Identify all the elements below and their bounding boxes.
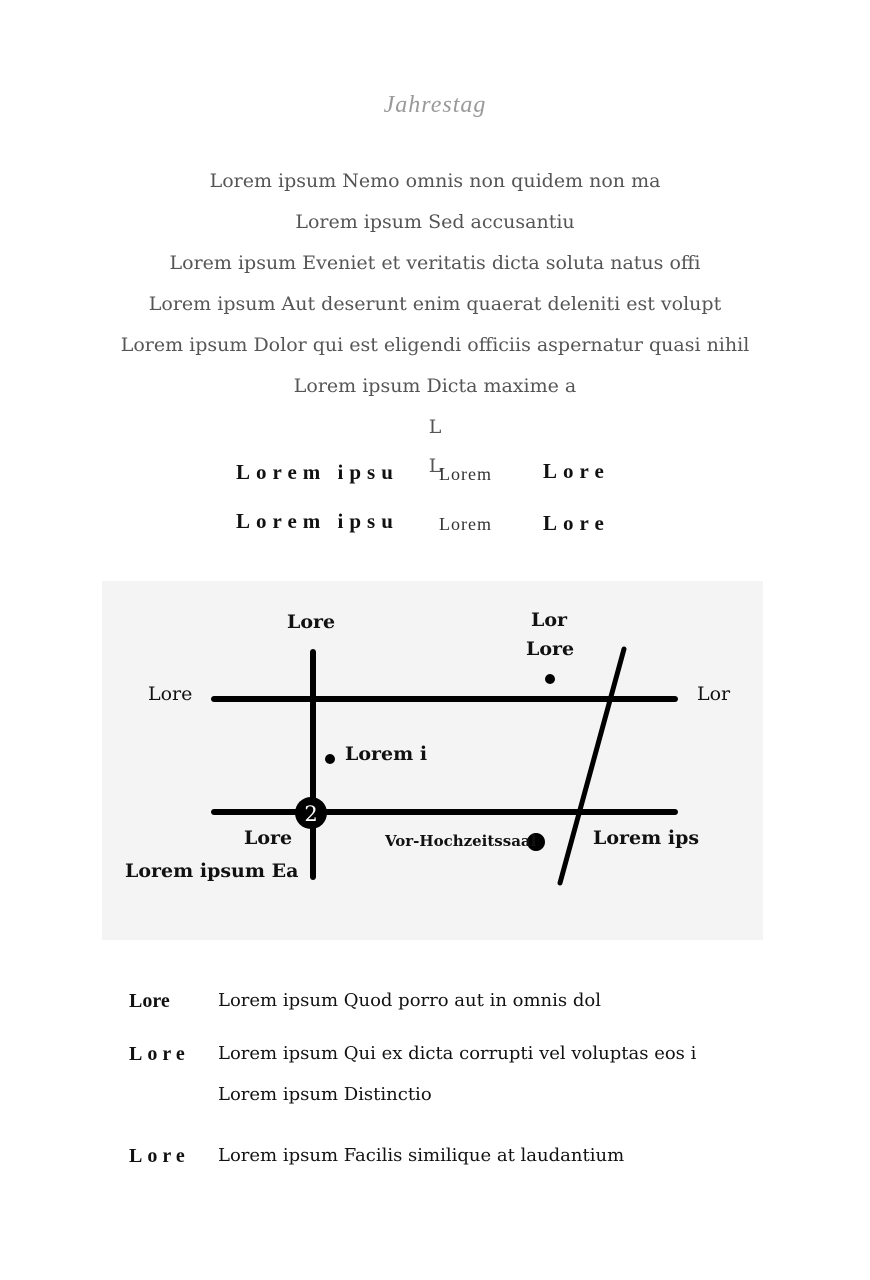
map-label-street-left: Lore xyxy=(148,683,193,705)
map-label-poi-top: Lor xyxy=(531,609,568,631)
poi-dot xyxy=(545,674,555,684)
map-label-venue: Vor-Hochzeitssaal xyxy=(385,832,537,850)
schedule-time: Lorem ipsu xyxy=(236,509,399,533)
intro-line: Lorem ipsum Sed accusantiu xyxy=(295,211,575,233)
schedule-label: Lorem xyxy=(439,464,492,484)
intro-line: L xyxy=(428,416,442,438)
map-label-poi-top: Lore xyxy=(526,638,575,660)
intro-line: Lorem ipsum Dicta maxime a xyxy=(293,375,577,397)
intro-line: Lorem ipsum Eveniet et veritatis dicta soluta natus offi xyxy=(169,252,701,274)
schedule-time: Lorem ipsu xyxy=(236,460,399,484)
location-map xyxy=(102,581,763,940)
info-label: Lore xyxy=(129,1043,190,1065)
map-label-poi-middle: Lorem i xyxy=(345,743,428,765)
map-label-street-top: Lore xyxy=(287,611,336,633)
info-text: Lorem ipsum Qui ex dicta corrupti vel voluptas eos i xyxy=(218,1043,697,1064)
info-text: Lorem ipsum Distinctio xyxy=(218,1084,432,1105)
schedule-event: Lore xyxy=(543,511,610,535)
intro-line: Lorem ipsum Aut deserunt enim quaerat deleniti est volupt xyxy=(148,293,722,315)
page-title: Jahrestag xyxy=(383,92,487,118)
schedule-event: Lore xyxy=(543,459,610,483)
map-label-street-right: Lor xyxy=(697,683,731,705)
info-label: Lore xyxy=(129,1145,190,1167)
intro-line: Lorem ipsum Nemo omnis non quidem non ma xyxy=(209,170,661,192)
map-label-bottom-right: Lorem ips xyxy=(593,827,700,849)
marker-number: 2 xyxy=(304,802,318,826)
info-label: Lore xyxy=(129,990,170,1012)
info-text: Lorem ipsum Quod porro aut in omnis dol xyxy=(218,990,601,1011)
map-label-bottom-left: Lorem ipsum Ea xyxy=(125,860,299,882)
map-label-near-marker: Lore xyxy=(244,827,293,849)
poi-dot xyxy=(325,754,335,764)
map-drawing xyxy=(102,581,763,940)
intro-line: Lorem ipsum Dolor qui est eligendi officiis aspernatur quasi nihil xyxy=(120,334,750,356)
schedule-label: Lorem xyxy=(439,514,492,534)
intro-line: L xyxy=(428,455,442,477)
info-text: Lorem ipsum Facilis similique at laudantium xyxy=(218,1145,625,1166)
